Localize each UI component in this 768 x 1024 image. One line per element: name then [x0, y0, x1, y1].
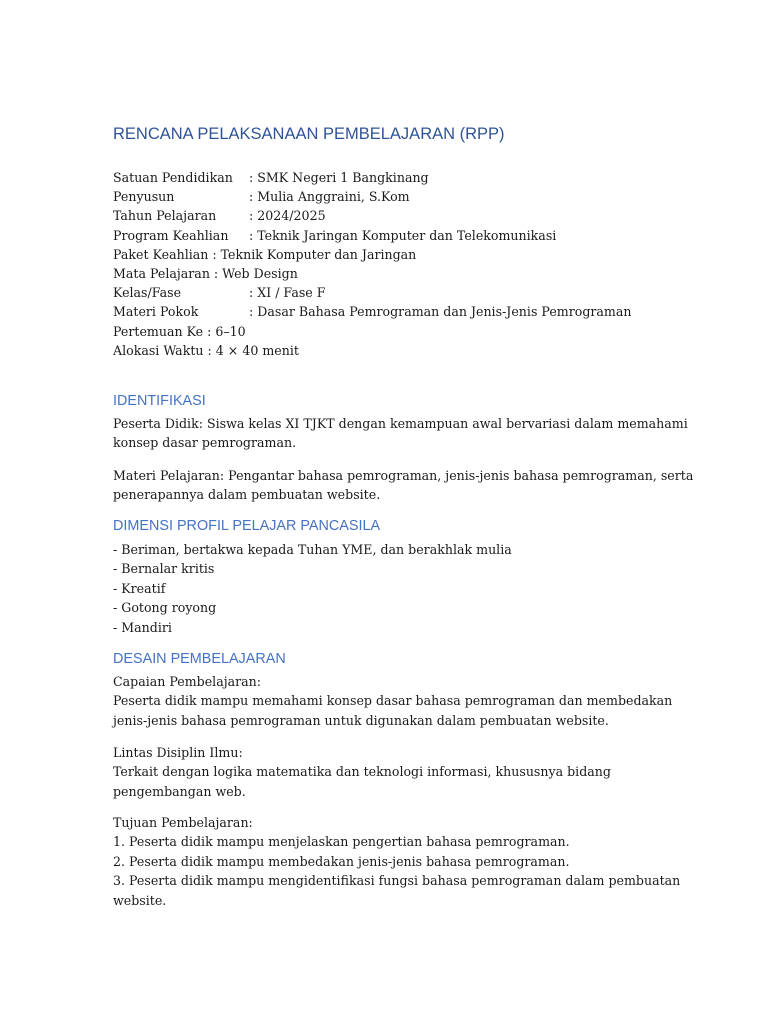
info-row-kelas: [113, 283, 658, 302]
subsection-label: Lintas Disiplin Ilmu:: [113, 745, 243, 760]
subsection-label: Tujuan Pembelajaran:: [113, 815, 253, 830]
paragraph-line: Peserta didik mampu memahami konsep dasar bahasa pemrograman dan membedakan: [113, 693, 673, 709]
list-item: 2. Peserta didik mampu membedakan jenis-jenis bahasa pemrograman.: [113, 853, 570, 869]
info-row-paket: Paket Keahlian : Teknik Komputer dan Jaringan: [113, 246, 417, 262]
list-item: - Kreatif: [113, 580, 166, 596]
paragraph-line: penerapannya dalam pembuatan website.: [113, 487, 381, 503]
info-row-program: [113, 226, 658, 245]
info-label: Satuan Pendidikan: [113, 170, 233, 185]
paragraph-line: Materi Pelajaran: Pengantar bahasa pemrograman, jenis-jenis bahasa pemrograman, serta: [113, 468, 694, 483]
desain-tujuan: [113, 813, 681, 910]
list-item: 3. Peserta didik mampu mengidentifikasi fungsi bahasa pemrograman dalam pembuatan: [113, 873, 681, 889]
info-row-satuan: [113, 168, 658, 187]
info-value: : Mulia Anggraini, S.Kom: [249, 189, 410, 205]
list-item: - Mandiri: [113, 619, 172, 635]
info-value: : Teknik Jaringan Komputer dan Telekomunikasi: [249, 227, 557, 243]
list-item: website.: [113, 892, 167, 908]
info-value: : 2024/2025: [249, 208, 326, 224]
info-row-alokasi: Alokasi Waktu : 4 × 40 menit: [113, 342, 299, 358]
paragraph-line: konsep dasar pemrograman.: [113, 435, 297, 451]
info-row-mapel: Mata Pelajaran : Web Design: [113, 265, 298, 281]
info-label: Tahun Pelajaran: [113, 208, 217, 224]
info-label: Materi Pokok: [113, 304, 199, 320]
info-table: [113, 168, 658, 360]
info-row-penyusun: [113, 187, 658, 206]
identifikasi-peserta: [113, 414, 688, 453]
info-value: : XI / Fase F: [249, 285, 326, 301]
section-heading-identifikasi: IDENTIFIKASI: [113, 393, 206, 409]
info-row-pertemuan: Pertemuan Ke : 6–10: [113, 323, 246, 339]
info-row-tahun: [113, 206, 658, 225]
subsection-label: Capaian Pembelajaran:: [113, 674, 262, 689]
paragraph-line: pengembangan web.: [113, 783, 246, 799]
desain-lintas: [113, 743, 658, 801]
section-heading-desain: DESAIN PEMBELAJARAN: [113, 651, 286, 667]
info-value: : Dasar Bahasa Pemrograman dan Jenis-Jenis Pemrograman: [249, 304, 632, 320]
info-label: Penyusun: [113, 189, 175, 205]
info-label: Program Keahlian: [113, 227, 229, 243]
paragraph-line: Peserta Didik: Siswa kelas XI TJKT dengan kemampuan awal bervariasi dalam memahami: [113, 416, 688, 431]
list-item: - Gotong royong: [113, 600, 217, 616]
desain-capaian: [113, 672, 673, 730]
info-value: : SMK Negeri 1 Bangkinang: [249, 170, 429, 185]
document-title: RENCANA PELAKSANAAN PEMBELAJARAN (RPP): [113, 125, 505, 143]
info-label: Kelas/Fase: [113, 285, 182, 301]
list-item: - Bernalar kritis: [113, 561, 215, 577]
paragraph-line: jenis-jenis bahasa pemrograman untuk digunakan dalam pembuatan website.: [113, 712, 609, 728]
dimensi-list: [113, 540, 658, 637]
identifikasi-materi: [113, 466, 694, 505]
section-heading-dimensi: DIMENSI PROFIL PELAJAR PANCASILA: [113, 518, 381, 534]
paragraph-line: Terkait dengan logika matematika dan teknologi informasi, khususnya bidang: [113, 764, 611, 780]
list-item: 1. Peserta didik mampu menjelaskan pengertian bahasa pemrograman.: [113, 834, 570, 850]
info-row-materi: [113, 302, 658, 321]
list-item: - Beriman, bertakwa kepada Tuhan YME, dan berakhlak mulia: [113, 542, 512, 557]
